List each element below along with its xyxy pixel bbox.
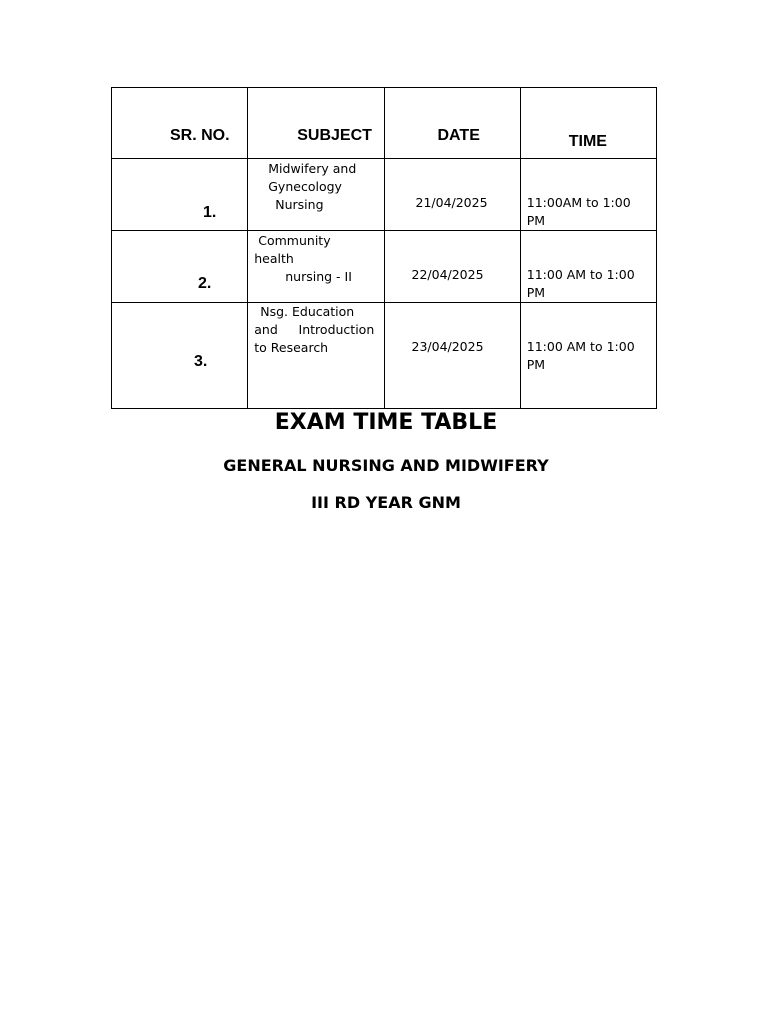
subject-word: and (254, 322, 278, 337)
exam-date: 22/04/2025 (411, 267, 484, 282)
header-sr-no: SR. NO. (170, 127, 230, 144)
header-cell-sr-no (112, 88, 248, 159)
exam-time (527, 194, 631, 230)
time-line: 11:00 AM to 1:00 (526, 339, 635, 354)
header-time: TIME (568, 133, 607, 150)
time-cell (520, 231, 656, 303)
subject-line: Nsg. Education (260, 304, 355, 319)
subject-justified-line (254, 321, 374, 339)
table-row (112, 303, 657, 409)
subject-line: to Research (254, 340, 329, 355)
table-row (112, 231, 657, 303)
header-cell-date (384, 88, 520, 159)
sr-no: 2. (198, 275, 212, 292)
subject-cell (248, 159, 384, 231)
subject-line: health (254, 251, 294, 266)
header-date: DATE (437, 127, 480, 144)
subject-line: Gynecology (268, 179, 342, 194)
time-cell (520, 303, 656, 409)
time-line: PM (526, 285, 546, 300)
header-cell-subject (248, 88, 384, 159)
subject-line: Nursing (275, 197, 324, 212)
sr-no-cell (112, 231, 248, 303)
subject-cell (248, 303, 384, 409)
header-cell-time (520, 88, 656, 159)
subject-cell (248, 231, 384, 303)
subject-line: nursing - II (285, 269, 352, 284)
time-line: 11:00 AM to 1:00 (526, 267, 635, 282)
document-title: EXAM TIME TABLE (274, 410, 498, 435)
exam-timetable (111, 87, 657, 409)
subject-word: Introduction (298, 322, 375, 337)
subject-line: Community (258, 233, 331, 248)
table-header-row (112, 88, 657, 159)
course-name: GENERAL NURSING AND MIDWIFERY (223, 456, 549, 475)
date-cell (384, 231, 520, 303)
time-line: PM (526, 213, 546, 228)
sr-no-cell (112, 303, 248, 409)
date-cell (384, 303, 520, 409)
time-cell (520, 159, 656, 231)
exam-time (527, 266, 635, 302)
exam-date: 23/04/2025 (411, 339, 484, 354)
table-row (112, 159, 657, 231)
sr-no: 1. (203, 204, 217, 221)
header-subject: SUBJECT (297, 127, 372, 144)
exam-time (527, 338, 635, 374)
exam-date: 21/04/2025 (415, 195, 488, 210)
subject-text (254, 232, 352, 286)
sr-no: 3. (194, 353, 208, 370)
time-line: 11:00AM to 1:00 (526, 195, 631, 210)
sr-no-cell (112, 159, 248, 231)
subject-text (254, 303, 376, 357)
date-cell (384, 159, 520, 231)
course-year: III RD YEAR GNM (311, 493, 461, 512)
subject-text (268, 160, 356, 214)
time-line: PM (526, 357, 546, 372)
subject-line: Midwifery and (268, 161, 357, 176)
